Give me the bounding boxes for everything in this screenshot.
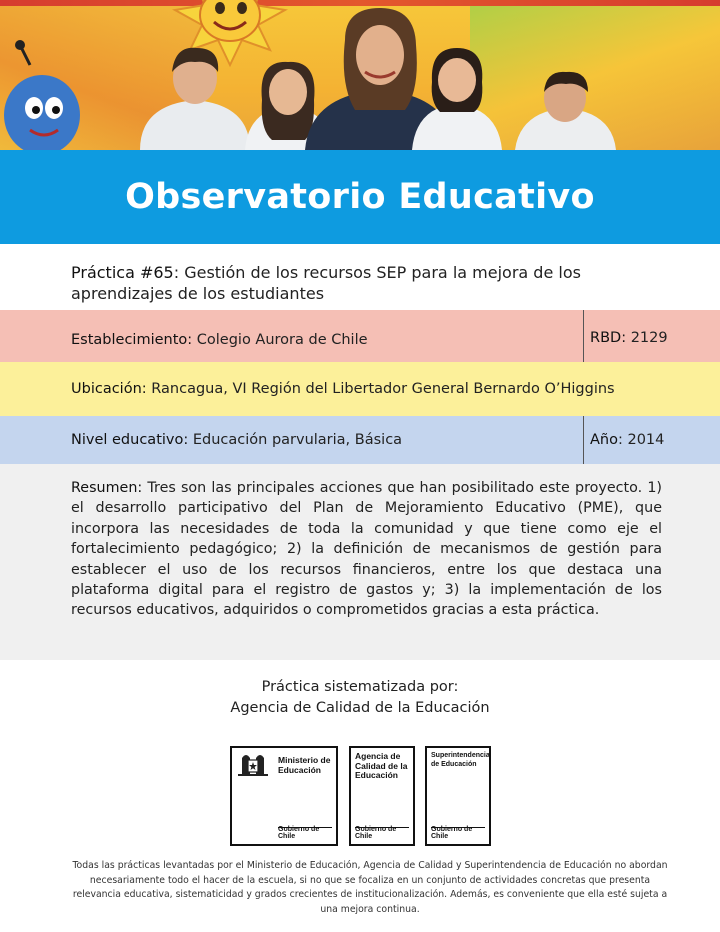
title-banner [0,150,720,244]
agencia-logo [349,746,415,846]
logo-footer: Gobierno de Chile [355,826,397,840]
year-value: : 2014 [617,432,665,448]
systematized-by-heading: Práctica sistematizada por: [261,679,459,695]
summary-label: Resumen: [71,480,143,496]
systematized-by-section [0,677,720,719]
summary-text: Tres son las principales acciones que han posibilitado este proyecto. 1) el desarrollo participativo del Plan de Mejoramiento Educativo (PME), que incorpora las necesidades de toda la comunidad y que tiene como eje el fortalecimiento pedagógico; 2) la definición de mecanismos de gestión para establecer el uso de los recursos financieros, entre los que destaca una plataforma digital para el registro de gastos y; 3) la implementación de los recursos educativos, adquiridos o comprometidos gracias a esta práctica. [71,480,662,619]
logo-footer: Gobierno de Chile [278,826,320,840]
education-level-value: Educación parvularia, Básica [192,432,403,448]
rbd-label: RBD: [590,330,627,346]
education-level-cell [71,416,402,464]
ministerio-logo [230,746,338,846]
page-title: Observatorio Educativo [125,177,595,217]
logo-title: Superintendencia de Educación [431,752,490,768]
header-photo [0,0,720,150]
summary-section [0,464,720,660]
establishment-label: Establecimiento: [71,332,193,348]
establishment-value: Colegio Aurora de Chile [196,332,368,348]
year-label: Año [590,432,618,448]
education-level-row [0,416,720,464]
practice-number-label: Práctica #65 [71,263,174,282]
chile-coat-of-arms-icon [236,752,270,778]
students-and-teacher-photo [0,0,720,150]
logo-footer: Gobierno de Chile [431,826,473,840]
summary-paragraph [71,478,662,621]
location-row [0,362,720,416]
establishment-cell [71,310,368,362]
education-level-label: Nivel educativo: [71,432,189,448]
practice-title-text: : Gestión de los recursos SEP para la mejora de los aprendizajes de los estudiantes [71,263,581,303]
rbd-value: 2129 [630,330,668,346]
establishment-row [0,310,720,362]
disclaimer-text: Todas las prácticas levantadas por el Ministerio de Educación, Agencia de Calidad y Superintendencia de Educación no abordan necesariamente todo el hacer de la escuela, si no que se focaliza en un conjunto de actividades concretas que presenta relevancia educativa, sistematicidad y grados crecientes de institucionalización. Además, es conveniente que ella esté sujeta a una mejora continua. [72,860,668,915]
superintendencia-logo [425,746,491,846]
cell-divider [583,310,584,362]
location-cell [71,362,615,416]
cell-divider [583,416,584,464]
location-value: Rancagua, VI Región del Libertador General Bernardo O’Higgins [151,381,615,397]
rbd-cell [590,310,668,362]
location-label: Ubicación: [71,381,147,397]
practice-title-row [0,258,720,310]
systematized-by-agency: Agencia de Calidad de la Educación [230,700,490,716]
logo-title: Agencia de Calidad de la Educación [355,751,408,780]
year-cell [590,416,664,464]
logo-title: Ministerio de Educación [278,755,331,775]
